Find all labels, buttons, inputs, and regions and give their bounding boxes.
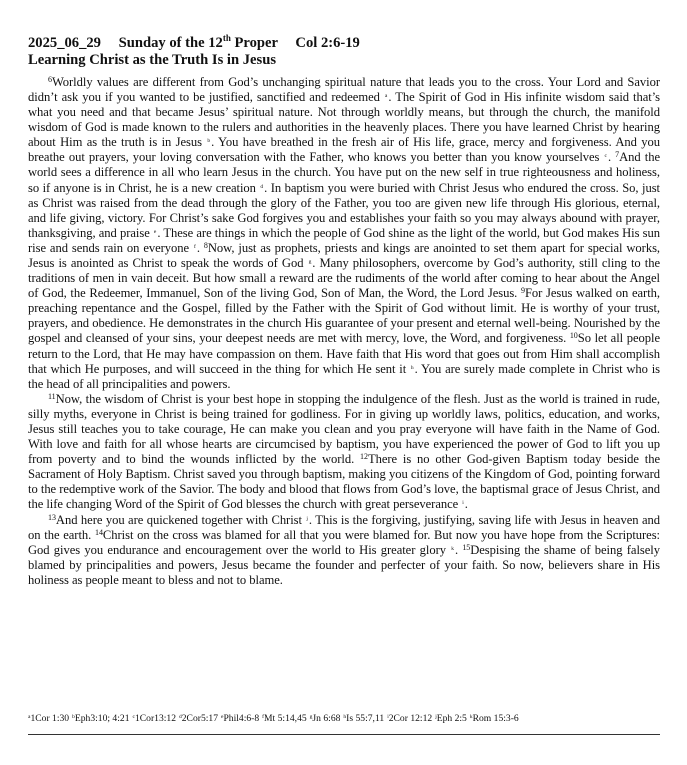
footnote-entry bbox=[28, 713, 69, 724]
footnotes bbox=[28, 713, 660, 724]
footnote-entry-ref: 2Cor 12:12 bbox=[388, 713, 433, 724]
text-segment: . Many philosophers, overcome by God’s authority, still cling to the traditions of men in vain deceit. But how small a reward are the rudiments of the world after coming to hear about the Angel of God, the Redeemer, Immanuel, Son of the living God, Son of Man, the Word, the Lord Jesus. bbox=[28, 255, 660, 301]
footnote-marker: b bbox=[207, 138, 211, 145]
verse-number: 12 bbox=[360, 452, 368, 462]
footnote-entry-ref: 2Cor5:17 bbox=[181, 713, 218, 724]
text-segment: . bbox=[607, 150, 616, 165]
paragraph-3 bbox=[28, 513, 660, 588]
title-line bbox=[28, 30, 660, 52]
sermon-occasion bbox=[119, 35, 278, 51]
footnote-entry-marker: e bbox=[221, 714, 224, 720]
occasion-ordinal: th bbox=[222, 33, 231, 43]
footnote-entry-marker: a bbox=[28, 714, 31, 720]
occasion-text: Sunday of the 12 bbox=[118, 34, 223, 51]
text-segment: There is no other God-given Baptism today beside the Sacrament of Holy Baptism. Christ saved you through baptism, making you citizens of the Kingdom of God, pointing forward to the redemptive work of the Savior. The body and blood that flows from God’s love, the baptismal grace of Jesus Christ, and the life changing Word of the Spirit of God blesses the church with great perseverance bbox=[28, 452, 661, 512]
footnote-entry bbox=[343, 713, 384, 724]
verse-number: 13 bbox=[48, 512, 56, 522]
footnote-marker: h bbox=[410, 364, 414, 371]
verse-number: 6 bbox=[48, 74, 52, 84]
sermon-page bbox=[28, 30, 660, 588]
footnote-entry bbox=[72, 713, 129, 724]
footnote-entry-marker: f bbox=[262, 714, 265, 720]
verse-number: 14 bbox=[95, 527, 103, 537]
text-segment: Now, just as prophets, priests and kings are anointed to set them apart for special works, Jesus is anointed as Christ to speak the words of God bbox=[28, 240, 661, 270]
footnote-entry-ref: Phil4:6-8 bbox=[223, 713, 260, 724]
footnote-marker: k bbox=[451, 545, 454, 552]
text-segment: Now, the wisdom of Christ is your best hope in stopping the indulgence of the flesh. Just as the world is trained in rude, silly myths, everyone in Christ is being trained for godliness. For in giving up worldly laws, politics, education, and works, Jesus still teaches you to take courage, He can make you clean and you pray everyone will have faith in the Name of God. With love and faith for all whose hearts are circumcised by baptism, you have experienced the power of God to lift you up from poverty and to bind the wounds inflicted by the world. bbox=[28, 391, 660, 467]
footnote-marker: a bbox=[384, 92, 388, 99]
sermon-subtitle: Learning Christ as the Truth Is in Jesus bbox=[28, 51, 277, 68]
text-segment: Worldly values are different from God’s unchanging spiritual nature that leads you to the cross. Your Lord and Savior didn’t ask you if you wanted to be justified, sanctified and redeemed bbox=[28, 74, 660, 104]
text-segment: . This is the forgiving, justifying, saving life with Jesus in heaven and on the earth. bbox=[28, 512, 660, 542]
text-segment: . bbox=[196, 240, 204, 255]
text-segment: Christ on the cross was blamed for all that you were blamed for. But now you have hope from the Scriptures: God gives you endurance and encouragement over the world to His greater glory bbox=[28, 527, 660, 557]
text-segment: . You are surely made complete in Christ who is the head of all principalities and powers. bbox=[28, 361, 660, 391]
sermon-date: 2025_06_29 bbox=[28, 34, 101, 51]
footnote-entry bbox=[262, 713, 307, 724]
footnote-marker: d bbox=[260, 183, 264, 190]
verse-number: 9 bbox=[520, 286, 525, 296]
footnote-entry-ref: 1Cor13:12 bbox=[134, 713, 176, 724]
footnote-entry-marker: j bbox=[435, 714, 437, 720]
footnote-entry-ref: 1Cor 1:30 bbox=[30, 713, 70, 724]
footnote-entry-marker: c bbox=[132, 714, 135, 720]
footnote-marker: c bbox=[604, 153, 607, 160]
text-segment: . These are things in which the people of God shine as the light of the world, but God makes His sun rise and sends rain on everyone bbox=[28, 225, 660, 255]
footnote-entry-ref: Rom 15:3-6 bbox=[472, 713, 519, 724]
text-segment: And the world sees a difference in all who learn Jesus in the church. You have put on the new self in true righteousness and holiness, so if anyone is in Christ, he is a new creation bbox=[28, 150, 661, 195]
footnote-marker: e bbox=[153, 228, 157, 235]
text-segment: . bbox=[464, 497, 468, 512]
footnote-entry-marker: d bbox=[179, 714, 182, 720]
footnote-entry-marker: h bbox=[343, 714, 347, 720]
text-segment: Despising the shame of being falsely blamed by principalities and powers, Jesus became the founder and perfecter of your faith. So now, believers share in His holiness as people meant to bless and not to blame. bbox=[28, 542, 660, 587]
text-segment: . The Spirit of God in His infinite wisdom said that’s what you need and that became Jesus’ spiritual nature. Not through worldly means, but through the church, the manifold wisdom of God is made known to the rulers and authorities in the heavenly places. There you have learned Christ by hearing about Him as the truth is in Jesus bbox=[28, 89, 661, 150]
verse-number: 8 bbox=[203, 240, 208, 250]
footnote-entry bbox=[310, 713, 341, 724]
sermon-reading: Col 2:6-19 bbox=[295, 34, 360, 51]
footnote-entry-marker: b bbox=[72, 714, 75, 720]
text-segment: So let all people return to the Lord, that He may have compassion on them. Have faith that His word that goes out from Him shall accomplish that which He purposes, and will succeed in the thing for which He sent it bbox=[28, 331, 661, 376]
footnote-entry-marker: i bbox=[387, 714, 389, 720]
footnote-marker: f bbox=[194, 243, 196, 250]
footnote-entry bbox=[387, 713, 432, 724]
text-segment: And here you are quickened together with Christ bbox=[55, 512, 306, 527]
text-segment: . bbox=[454, 542, 463, 557]
footnote-marker: g bbox=[308, 258, 312, 265]
footnote-entry bbox=[133, 713, 177, 724]
footer-rule bbox=[28, 734, 660, 735]
footnote-entry-ref: Mt 5:14,45 bbox=[264, 713, 307, 724]
footnote-marker: j bbox=[306, 515, 308, 522]
footnote-entry bbox=[470, 713, 519, 724]
footnote-entry-ref: Jn 6:68 bbox=[312, 713, 341, 724]
footnote-entry-ref: Is 55:7,11 bbox=[346, 713, 385, 724]
footnote-entry-marker: g bbox=[309, 714, 313, 720]
footnote-entry-ref: Eph 2:5 bbox=[436, 713, 467, 724]
footnote-entry bbox=[221, 713, 259, 724]
footnote-entry-marker: k bbox=[469, 714, 473, 720]
verse-number: 15 bbox=[462, 542, 471, 552]
footnote-entry bbox=[179, 713, 218, 724]
footnote-entry-ref: Eph3:10; 4:21 bbox=[74, 713, 130, 724]
text-segment: . In baptism you were buried with Christ Jesus who endured the cross. So, just as Christ was raised from the dead through the glory of the Father, you too are given new life through His glorious, eternal, and life giving, victory. For Christ’s sake God forgives you and establishes your faith so you may always abound with prayer, thanksgiving, and praise bbox=[28, 180, 660, 240]
verse-number: 11 bbox=[48, 391, 56, 401]
footnote-entry bbox=[435, 713, 467, 724]
verse-number: 7 bbox=[615, 150, 620, 160]
text-segment: . You have breathed in the fresh air of His life, grace, mercy and forgiveness. And you breathe out prayers, your loving conversation with the Father, who knows you better than you know yourselves bbox=[28, 135, 660, 165]
footnote-marker: i bbox=[462, 500, 464, 507]
text-segment: For Jesus walked on earth, preaching repentance and the Gospel, filled by the Father with the Spirit of God without limit. He is worthy of your trust, prayers, and obedience. He demonstrates in the church His guarantee of your present and eternal well-being. Nourished by the gospel and cleansed of your sins, your deepest needs are met with mercy, love, the Word, and forgiveness. bbox=[28, 286, 660, 346]
paragraph-1 bbox=[28, 75, 660, 392]
paragraph-2 bbox=[28, 392, 660, 513]
verse-number: 10 bbox=[569, 331, 578, 341]
sermon-body bbox=[28, 75, 660, 588]
occasion-proper: Proper bbox=[230, 34, 278, 51]
